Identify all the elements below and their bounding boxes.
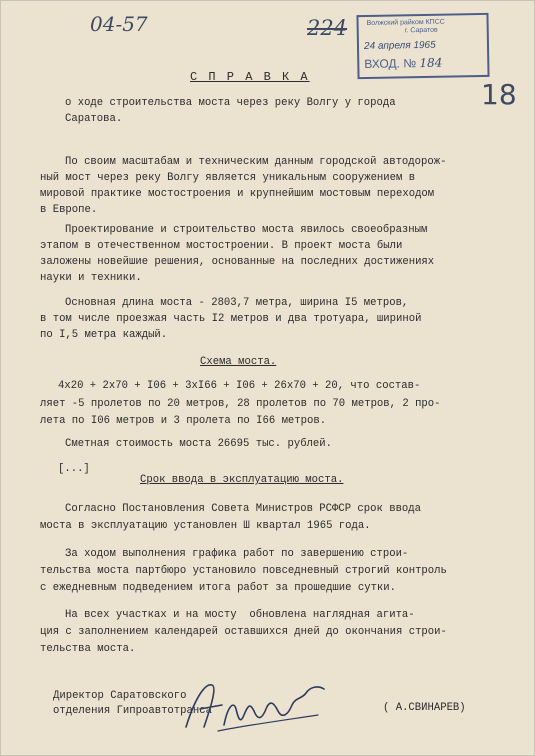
- handwritten-signature: [178, 675, 328, 735]
- signature-title-line-1: Директор Саратовского: [53, 690, 187, 702]
- registration-stamp: [356, 13, 489, 79]
- subject-line-1: о ходе строительства моста через реку Волгу у города: [65, 97, 396, 109]
- paragraph-7-line-3: с ежедневным подведением итога работ за прошедшие сутки.: [40, 582, 397, 594]
- paragraph-8-line-1: На всех участках и на мосту обновлена наглядная агита-: [65, 609, 415, 621]
- deadline-heading: Срок ввода в эксплуатацию моста.: [140, 474, 344, 486]
- paragraph-1-line-4: в Европе.: [40, 204, 98, 216]
- stamp-date: 24 апреля 1965: [363, 39, 436, 53]
- paragraph-1-line-1: По своим масштабам и техническим данным городской автодорож-: [65, 156, 447, 168]
- handwritten-reference-number: 04-57: [90, 12, 148, 36]
- document-title: С П Р А В К А: [190, 70, 310, 84]
- paragraph-4-line-3: лета по I06 метров и 3 пролета по I66 метров.: [40, 415, 327, 427]
- ellipsis-mark: [...]: [58, 463, 90, 475]
- paragraph-2-line-4: науки и техники.: [40, 272, 142, 284]
- stamp-city: г. Саратов: [404, 26, 438, 35]
- paragraph-7-line-1: За ходом выполнения графика работ по завершению строи-: [65, 548, 409, 560]
- paragraph-1-line-2: ный мост через реку Волгу является уникальным сооружением в: [40, 172, 416, 184]
- paragraph-7-line-2: тельства моста партбюро установило повседневный строгий контроль: [40, 565, 447, 577]
- stamp-entry-label: ВХОД. №: [364, 56, 417, 72]
- paragraph-6-line-2: моста в эксплуатацию установлен Ш квартал 1965 года.: [40, 520, 371, 532]
- paragraph-3-line-1: Основная длина моста - 2803,7 метра, ширина I5 метров,: [65, 297, 409, 309]
- handwritten-margin-number: 18: [481, 78, 517, 111]
- paragraph-6-line-1: Согласно Постановления Совета Министров РСФСР срок ввода: [65, 503, 422, 515]
- subject-line-2: Саратова.: [65, 113, 123, 125]
- paragraph-1-line-3: мировой практике мостостроения и крупнейшим мостовым переходом: [40, 188, 435, 200]
- stamp-entry: [364, 56, 442, 71]
- paragraph-2-line-3: заложены новейшие решения, основанные на последних достижениях: [40, 256, 435, 268]
- paragraph-4-line-1: 4х20 + 2х70 + I06 + 3хI66 + I06 + 26х70 + 20, что состав-: [58, 380, 421, 392]
- signatory-name: ( А.СВИНАРЕВ): [383, 702, 466, 714]
- signature-title-line-2: отделения Гипроавтотранса: [53, 705, 212, 717]
- paragraph-3-line-2: в том числе проезжая часть I2 метров и два тротуара, шириной: [40, 313, 422, 325]
- paragraph-2-line-2: этапом в отечественном мостостроении. В проект моста были: [40, 240, 403, 252]
- paragraph-2-line-1: Проектирование и строительство моста явилось своеобразным: [65, 224, 428, 236]
- paragraph-5: Сметная стоимость моста 26695 тыс. рублей.: [65, 438, 333, 450]
- stamp-organization: Волжский райком КПСС: [366, 18, 445, 27]
- stamp-entry-number: 184: [419, 55, 443, 71]
- paragraph-3-line-3: по I,5 метра каждый.: [40, 329, 168, 341]
- paragraph-8-line-3: тельства моста.: [40, 643, 136, 655]
- paragraph-4-line-2: ляет -5 пролетов по 20 метров, 28 пролетов по 70 метров, 2 про-: [40, 398, 441, 410]
- handwritten-struck-number: 224: [307, 16, 348, 40]
- paragraph-8-line-2: ция с заполнением календарей оставшихся дней до окончания строи-: [40, 626, 447, 638]
- scheme-heading: Схема моста.: [200, 356, 277, 368]
